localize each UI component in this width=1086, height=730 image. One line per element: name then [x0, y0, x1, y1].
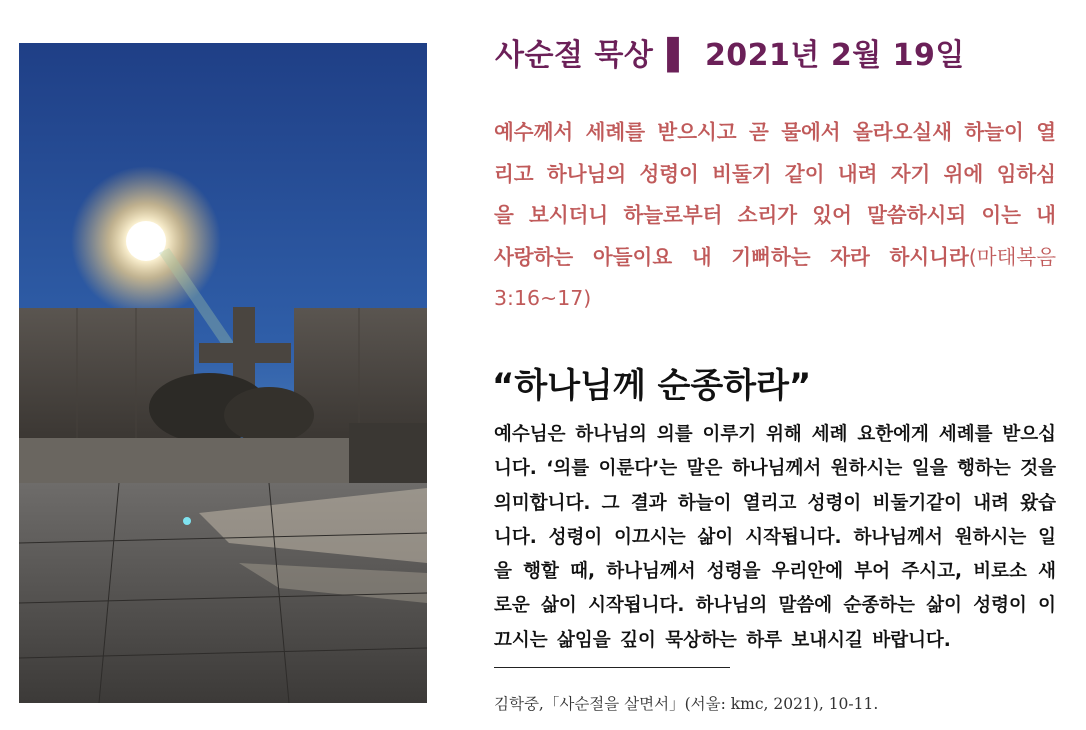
footnote-divider — [494, 667, 730, 668]
verse-reference: (마태복음 3:16~17) — [494, 244, 1056, 310]
meditation-body: 예수님은 하나님의 의를 이루기 위해 세례 요한에게 세례를 받으십니다. ‘의를 이룬다’는 말은 하나님께서 원하시는 일을 행하는 것을 의미합니다. 그 결과 하늘이 열리고 성령이 비둘기같이 내려 왔습니다. 성령이 이끄시는 삶이 시작됩니다. 하나님께서 원하시는 일을 행할 때, 하나님께서 성령을 우리안에 부어 주시고, 비로소 새로운 삶이 시작됩니다. 하나님의 말씀에 순종하는 삶이 성령이 이끄시는 삶임을 깊이 묵상하는 하루 보내시길 바랍니다. — [494, 424, 1056, 651]
meditation-title: “하나님께 순종하라” — [492, 366, 812, 406]
scripture-verse — [494, 112, 1056, 320]
cross-sunrise-photo — [19, 43, 427, 703]
page-header — [495, 30, 1055, 74]
header-date: 2021년 2월 19일 — [704, 38, 965, 73]
verse-text: 예수께서 세례를 받으시고 곧 물에서 올라오실새 하늘이 열리고 하나님의 성령이 비둘기 같이 내려 자기 위에 임하심을 보시더니 하늘로부터 소리가 있어 말씀하시되 이는 내 사랑하는 아들이요 내 기뻐하는 자라 하시니라 — [494, 120, 1056, 269]
header-separator: ▌ — [667, 38, 691, 73]
citation: 김학중,「사순절을 살면서」(서울: kmc, 2021), 10-11. — [494, 695, 879, 713]
header-title-left: 사순절 묵상 — [495, 38, 654, 73]
